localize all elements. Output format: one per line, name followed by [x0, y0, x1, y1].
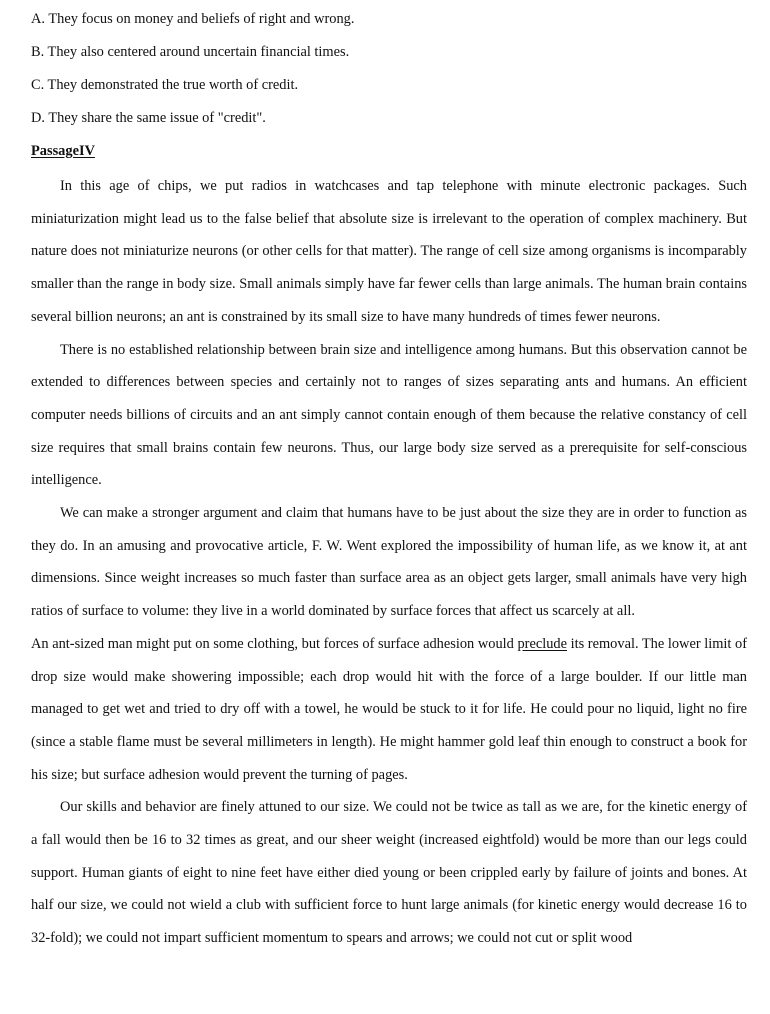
answer-option-a: A. They focus on money and beliefs of right and wrong.: [31, 11, 355, 27]
paragraph-4-end: its removal. The lower limit of drop size would make showering impossible; each drop would hit with the force of a large boulder. If our little man managed to get wet and tried to dry off with a towel, he would be stuck to it for life. He could pour no liquid, light no fire (since a stable flame must be several millimeters in length). He might hammer gold leaf thin enough to construct a book for his size; but surface adhesion would prevent the turning of pages.: [31, 635, 748, 783]
paragraph-4-start: An ant-sized man might put on some clothing, but forces of surface adhesion would: [31, 635, 518, 652]
paragraph-2: There is no established relationship between brain size and intelligence among humans. But this observation cannot be extended to differences between species and certainly not to ranges of sizes separating ants and humans. An efficient computer needs billions of circuits and an ant simply cannot contain enough of them because the relative constancy of cell size requires that small brains contain few neurons. Thus, our large body size served as a prerequisite for self-conscious intelligence.: [31, 341, 747, 489]
paragraph-3: We can make a stronger argument and claim that humans have to be just about the size they are in order to function as they do. In an amusing and provocative article, F. W. Went explored the impossibility of human life, as we know it, at ant dimensions. Since weight increases so much faster than surface area as an object gets larger, small animals have very high ratios of surface to volume: they live in a world dominated by surface forces that affect us scarcely at all.: [31, 505, 747, 620]
paragraph-5: Our skills and behavior are finely attuned to our size. We could not be twice as tall as we are, for the kinetic energy of a fall would then be 16 to 32 times as great, and our sheer weight (increased eightfold) would be more than our legs could support. Human giants of eight to nine feet have either died young or been crippled early by failure of joints and bones. At half our size, we could not wield a club with sufficient force to hunt large animals (for kinetic energy would decrease 16 to 32-fold); we could not impart sufficient momentum to spears and arrows; we could not cut or split wood: [31, 799, 747, 947]
passage-heading: PassageIV: [31, 143, 95, 159]
answer-option-b: B. They also centered around uncertain financial times.: [31, 44, 350, 60]
answer-option-d: D. They share the same issue of "credit".: [31, 110, 266, 126]
passage-body: [31, 170, 747, 955]
paragraph-4: [31, 628, 747, 792]
paragraph-1: In this age of chips, we put radios in watchcases and tap telephone with minute electronic packages. Such miniaturization might lead us to the false belief that absolute size is irrelevant to the operation of complex machinery. But nature does not miniaturize neurons (or other cells for that matter). The range of cell size among organisms is incomparably smaller than the range in body size. Small animals simply have far fewer cells than large animals. The human brain contains several billion neurons; an ant is constrained by its small size to have many hundreds of times fewer neurons.: [31, 178, 747, 325]
answer-option-c: C. They demonstrated the true worth of credit.: [31, 77, 299, 93]
underlined-word: preclude: [517, 635, 567, 652]
